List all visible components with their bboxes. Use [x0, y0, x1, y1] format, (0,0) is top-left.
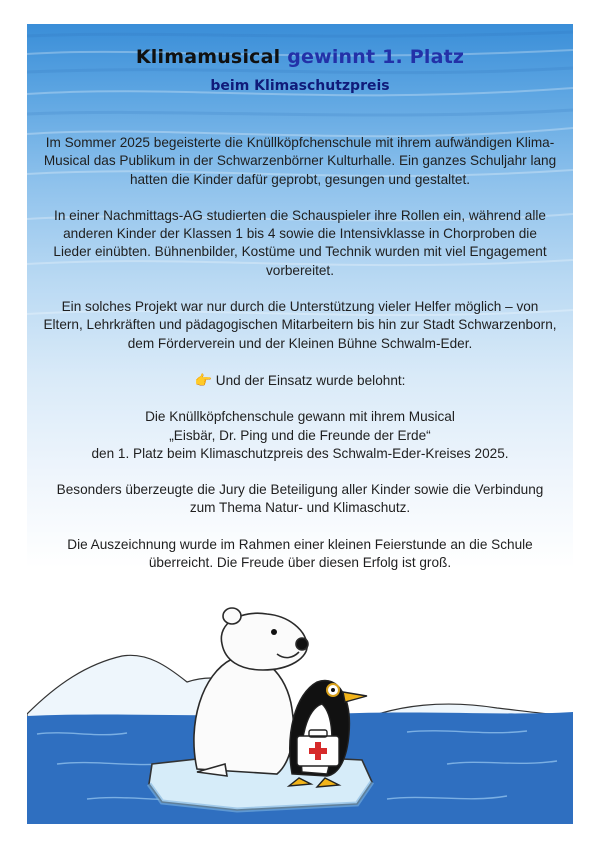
- award-line-3: den 1. Platz beim Klimaschutzpreis des Schwalm-Eder-Kreises 2025.: [91, 445, 509, 461]
- paragraph-ag: In einer Nachmittags-AG studierten die Schauspieler ihre Rollen ein, während alle anderen Kinder der Klassen 1 bis 4 sowie die Intensivklasse in Chorproben die Lieder einübten. Bühnenbilder, Kostüme und Technik wurden mit viel Engagement vorbereitet.: [53, 207, 547, 278]
- award-line-1: Die Knüllköpfchenschule gewann mit ihrem Musical: [145, 409, 455, 425]
- paragraph-jury: Besonders überzeugte die Jury die Beteiligung aller Kinder sowie die Verbindung zum Thema Natur- und Klimaschutz.: [56, 482, 544, 516]
- pointing-hand-icon: 👉: [194, 371, 212, 388]
- title-part-accent: gewinnt 1. Platz: [287, 46, 465, 68]
- reward-text: Und der Einsatz wurde belohnt:: [215, 372, 406, 388]
- poster: [27, 24, 573, 824]
- title-part-dark: Klimamusical: [135, 46, 281, 68]
- polar-bear-penguin-illustration: [27, 604, 573, 824]
- paragraph-intro: Im Sommer 2025 begeisterte die Knüllköpfchenschule mit ihrem aufwändigen Klima-Musical das Publikum in der Schwarzenbörner Kulturhalle. Ein ganzes Schuljahr lang hatten die Kinder dafür geprobt, gesungen und gestaltet.: [43, 135, 557, 187]
- page-subtitle: beim Klimaschutzpreis: [210, 78, 390, 94]
- page-title: [27, 46, 573, 68]
- award-line-2: „Eisbär, Dr. Ping und die Freunde der Erde“: [169, 427, 431, 443]
- paragraph-reward: [43, 371, 557, 390]
- article-body: [43, 134, 557, 572]
- paragraph-ceremony: Die Auszeichnung wurde im Rahmen einer kleinen Feierstunde an die Schule überreicht. Die Freude über diesen Erfolg ist groß.: [67, 536, 533, 571]
- paragraph-award: [43, 408, 557, 463]
- first-aid-box-icon: [297, 730, 339, 766]
- paragraph-helpers: Ein solches Projekt war nur durch die Unterstützung vieler Helfer möglich – von Eltern, Lehrkräften und pädagogischen Mitarbeitern bis hin zur Stadt Schwarzenborn, dem Förderverein und der Kleinen Bühne Schwalm-Eder.: [43, 299, 557, 351]
